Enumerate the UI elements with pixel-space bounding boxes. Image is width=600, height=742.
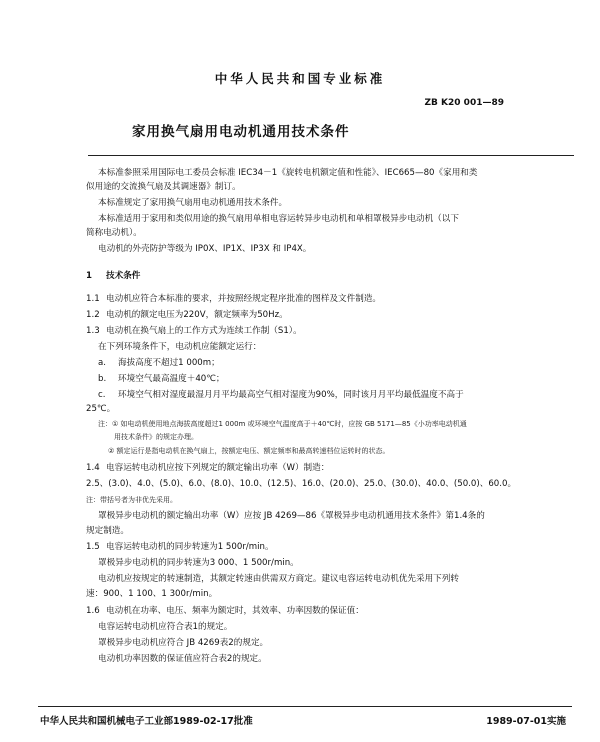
clause-number: 1.5	[86, 542, 100, 552]
intro-paragraph-2: 本标准规定了家用换气扇用电动机通用技术条件。	[98, 198, 288, 208]
note-1-line-1: 注：① 如电动机使用地点海拔高度超过1 000m 或环境空气温度高于＋40℃时，应按 GB 5171—85《小功率电动机通	[98, 420, 467, 428]
rated-speed-line-2: 速：900、1 100、1 300r/min。	[86, 589, 218, 599]
condition-c-continued: 25℃。	[86, 404, 116, 414]
efficiency-line-1: 电容运转电动机应符合表1的规定。	[98, 622, 233, 632]
section-number: 1	[86, 271, 92, 281]
clause-text: 电动机在换气扇上的工作方式为连续工作制（S1）。	[106, 326, 302, 336]
section-1-heading	[86, 270, 140, 282]
clause-number: 1.1	[86, 294, 100, 304]
condition-b	[98, 373, 225, 385]
rated-speed-line-1: 电动机应按规定的转速制造，其额定转速由供需双方商定。建议电容运转电动机优先采用下列转	[98, 574, 459, 584]
intro-paragraph-4: 电动机的外壳防护等级为 IP0X、IP1X、IP3X 和 IP4X。	[98, 244, 312, 254]
intro-paragraph-3-line-2: 简称电动机）。	[86, 228, 142, 238]
intro-paragraph-3-line-1: 本标准适用于家用和类似用途的换气扇用单相电容运转异步电动机和单相罩极异步电动机（以下	[98, 214, 459, 224]
clause-text: 电动机应符合本标准的要求，并按照经规定程序批准的图样及文件制造。	[106, 294, 382, 304]
clause-text: 电容运转电动机应按下列规定的额定输出功率（W）制造：	[106, 463, 330, 473]
clause-1-4	[86, 462, 329, 474]
clause-1-5	[86, 541, 274, 553]
power-values-note: 注：带括号者为非优先采用。	[86, 496, 177, 504]
item-label: b.	[98, 374, 107, 384]
note-1-line-2: 用技术条件》的规定办理。	[114, 433, 198, 441]
clause-number: 1.2	[86, 310, 100, 320]
standard-code: ZB K20 001—89	[424, 98, 504, 108]
clause-1-2	[86, 309, 288, 321]
item-text: 环境空气相对湿度最湿月月平均最高空气相对湿度为90%，同时该月月平均最低温度不高于	[118, 390, 464, 400]
issuer-approval: 中华人民共和国机械电子工业部1989-02-17批准	[40, 716, 253, 727]
environment-intro: 在下列环境条件下，电动机应能额定运行：	[98, 342, 262, 352]
shaded-pole-speed: 罩极异步电动机的同步转速为3 000、1 500r/min。	[98, 558, 299, 568]
section-title: 技术条件	[106, 271, 141, 281]
shaded-pole-power-line-2: 规定制造。	[86, 526, 129, 536]
effective-date: 1989-07-01实施	[486, 716, 566, 727]
clause-number: 1.3	[86, 326, 100, 336]
condition-c	[98, 389, 464, 401]
intro-paragraph-1-line-2: 似用途的交流换气扇及其调速器》制订。	[86, 182, 241, 192]
efficiency-line-3: 电动机功率因数的保证值应符合表2的规定。	[98, 654, 267, 664]
item-text: 海拔高度不超过1 000m；	[118, 358, 220, 368]
item-text: 环境空气最高温度＋40℃；	[118, 374, 225, 384]
clause-text: 电容运转电动机的同步转速为1 500r/min。	[106, 542, 274, 552]
item-label: a.	[98, 358, 106, 368]
clause-text: 电动机在功率、电压、频率为额定时，其效率、功率因数的保证值：	[106, 606, 364, 616]
note-2: ② 额定运行是指电动机在换气扇上，按额定电压、额定频率和最高转速档位运转时的状态。	[108, 447, 390, 455]
clause-1-3	[86, 325, 302, 337]
condition-a	[98, 357, 220, 369]
clause-number: 1.6	[86, 606, 100, 616]
header-rule	[88, 155, 574, 156]
item-label: c.	[98, 390, 106, 400]
power-values: 2.5、(3.0)、4.0、(5.0)、6.0、(8.0)、10.0、(12.5)、16.0、(20.0)、25.0、(30.0)、40.0、(50.0)、60.0。	[86, 479, 517, 489]
efficiency-line-2: 罩极异步电动机应符合 JB 4269表2的规定。	[98, 638, 269, 648]
footer-rule	[38, 706, 572, 707]
clause-1-1	[86, 293, 381, 305]
clause-text: 电动机的额定电压为220V，额定频率为50Hz。	[106, 310, 288, 320]
shaded-pole-power-line-1: 罩极异步电动机的额定输出功率（W）应按 JB 4269—86《罩极异步电动机通用技术条件》第1.4条的	[98, 511, 485, 521]
standard-category: 中华人民共和国专业标准	[214, 71, 386, 86]
intro-paragraph-1-line-1: 本标准参照采用国际电工委员会标准 IEC34－1《旋转电机额定值和性能》、IEC665—80《家用和类	[98, 168, 478, 178]
clause-number: 1.4	[86, 463, 100, 473]
clause-1-6	[86, 605, 364, 617]
document-title: 家用换气扇用电动机通用技术条件	[132, 124, 350, 140]
